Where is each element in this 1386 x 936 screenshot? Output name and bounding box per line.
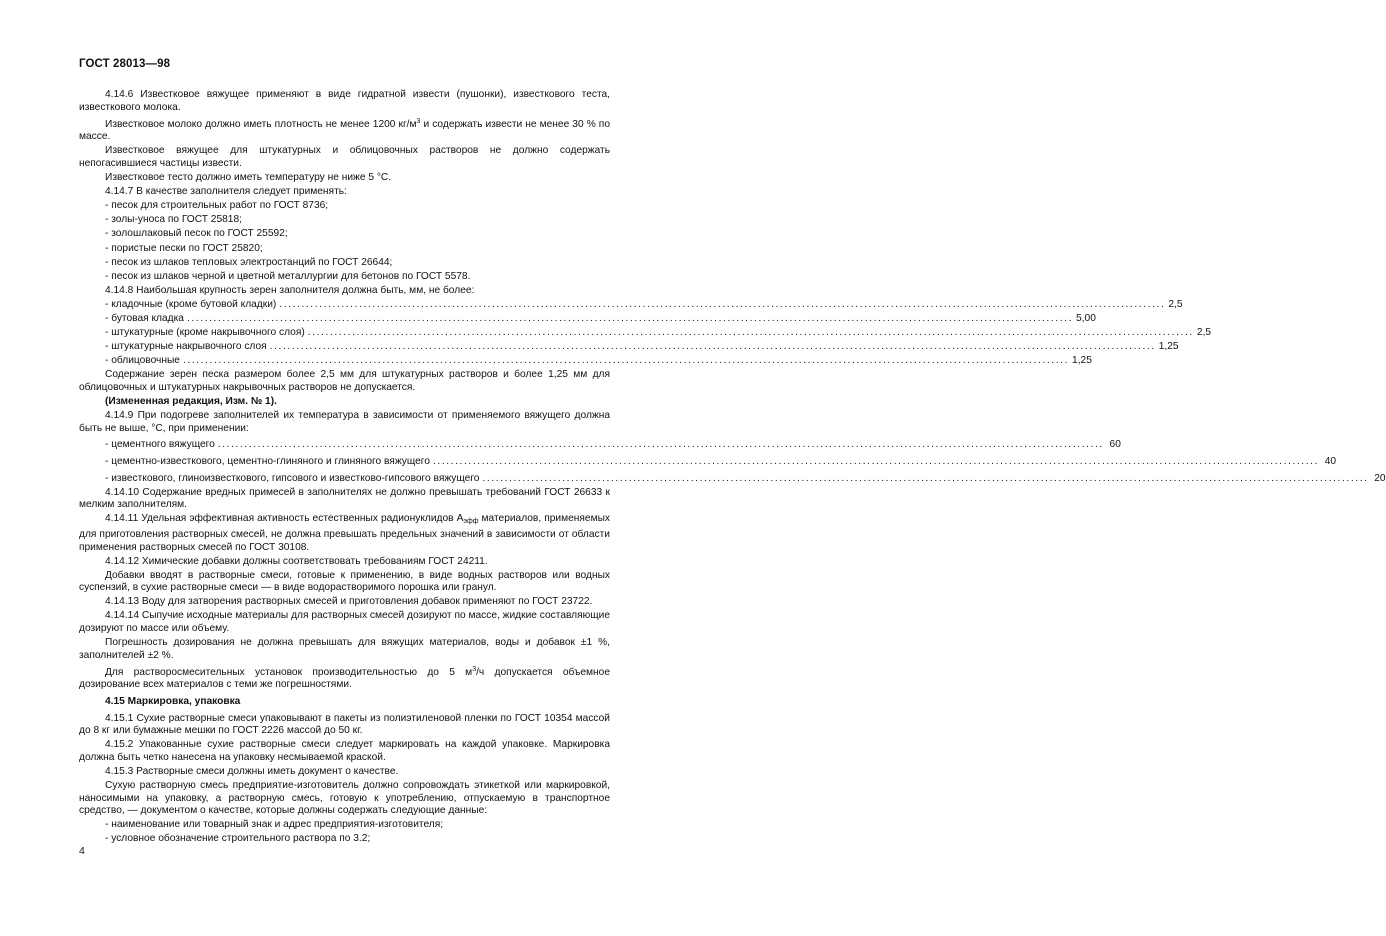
grain-size-label: - бутовая кладка: [105, 313, 184, 324]
grain-size-row: [105, 341, 1179, 354]
volume-dosing-sup: 3: [472, 665, 477, 673]
clause-4-15-2: 4.15.2 Упакованные сухие растворные смеси следует маркировать на каждой упаковке. Маркировка должна быть четко нанесена на упаковку несмываемой краской.: [79, 739, 610, 763]
temperature-label: - цементного вяжущего: [105, 439, 215, 451]
aggregate-item: - золошлаковый песок по ГОСТ 25592;: [105, 228, 288, 240]
temperature-row: [105, 439, 1121, 452]
leader-dots: ........................................................................................................................................................................................................: [217, 439, 1104, 451]
lime-dough-paragraph: Известковое тесто должно иметь температуру не ниже 5 °С.: [105, 172, 392, 184]
clause-4-14-14: 4.14.14 Сыпучие исходные материалы для растворных смесей дозируют по массе, жидкие составляющие дозируют по массе или объему.: [79, 610, 610, 635]
temperature-row: [105, 455, 1337, 469]
clause-4-14-11-text-b: материалов, применяемых для приготовления растворных смесей, не должна превышать предельных значений в зависимости от области применения растворных смесей по ГОСТ 30108.: [79, 513, 610, 553]
clause-4-15-1: 4.15.1 Сухие растворные смеси упаковывают в пакеты из полиэтиленовой пленки по ГОСТ 10354 массой до 8 кг или бумажные мешки по ГОСТ 2226 массой до 50 кг.: [79, 712, 610, 737]
grain-size-label: - штукатурные накрывочного слоя: [105, 341, 267, 353]
clause-4-14-7: 4.14.7 В качестве заполнителя следует применять:: [105, 186, 347, 198]
temperature-value: 60: [1109, 439, 1121, 451]
clause-4-14-11-sub: эфф: [463, 518, 479, 526]
grain-size-label: - штукатурные (кроме накрывочного слоя): [105, 327, 305, 339]
grain-size-row: [105, 355, 1092, 368]
additives-paragraph: Добавки вводят в растворные смеси, готовые к применению, в виде водных растворов или водных суспензий, в сухие растворные смеси — в виде водорастворимого порошка или гранул.: [79, 569, 610, 594]
leader-dots: ........................................................................................................................................................................................................: [279, 298, 1166, 310]
amendment-note: (Измененная редакция, Изм. № 1).: [105, 396, 277, 408]
grain-size-value: 5,00: [1076, 313, 1096, 324]
aggregate-item: - золы-уноса по ГОСТ 25818;: [105, 214, 242, 226]
clause-4-14-9: 4.14.9 При подогреве заполнителей их температура в зависимости от применяемого вяжущего должна быть не выше, °С, при применении:: [79, 410, 610, 434]
plaster-lime-paragraph: Известковое вяжущее для штукатурных и облицовочных растворов не должно содержать непогасившиеся частицы извести.: [79, 145, 610, 169]
lime-milk-sup: 3: [416, 117, 421, 125]
grain-size-row: [105, 298, 1183, 312]
clause-4-14-6: 4.14.6 Известковое вяжущее применяют в виде гидратной извести (пушонки), известкового теста, известкового молока.: [79, 89, 610, 113]
grain-size-row: [105, 327, 1212, 340]
label-item: - условное обозначение строительного раствора по 3.2;: [105, 833, 371, 845]
aggregate-item: - пористые пески по ГОСТ 25820;: [105, 242, 263, 254]
clause-4-15-3: 4.15.3 Растворные смеси должны иметь документ о качестве.: [105, 766, 399, 777]
leader-dots: ........................................................................................................................................................................................................: [182, 355, 1070, 367]
clause-4-14-8: 4.14.8 Наибольшая крупность зерен заполнителя должна быть, мм, не более:: [105, 284, 475, 296]
aggregate-item: - песок для строительных работ по ГОСТ 8736;: [105, 200, 329, 212]
grain-size-label: - кладочные (кроме бутовой кладки): [105, 298, 277, 310]
label-item: - наименование или товарный знак и адрес предприятия-изготовителя;: [105, 819, 444, 831]
grain-size-value: 1,25: [1158, 341, 1179, 353]
clause-4-14-10: 4.14.10 Содержание вредных примесей в заполнителях не должно превышать требований ГОСТ 26633 к мелким заполнителям.: [79, 486, 610, 511]
grain-size-value: 2,5: [1196, 327, 1212, 339]
temperature-value: 20: [1374, 472, 1386, 484]
temperature-label: - цементно-известкового, цементно-глиняного и глиняного вяжущего: [105, 455, 430, 467]
lime-milk-text-a: Известковое молоко должно иметь плотность не менее 1200 кг/м: [105, 118, 417, 130]
leader-dots: ........................................................................................................................................................................................................: [482, 472, 1369, 484]
dry-mix-paragraph: Сухую растворную смесь предприятие-изготовитель должно сопровождать этикеткой или маркировкой, наносимыми на упаковку, а растворную смесь, готовую к употреблению, отпускаемую в транспортное средство, — документом о качестве, которые должны содержать следующие данные:: [79, 780, 610, 817]
grain-size-label: - облицовочные: [105, 355, 180, 367]
dosing-error-paragraph: Погрешность дозирования не должна превышать для вяжущих материалов, воды и добавок ±1 %, заполнителей ±2 %.: [79, 637, 610, 661]
leader-dots: ........................................................................................................................................................................................................: [269, 341, 1156, 353]
aggregate-item: - песок из шлаков черной и цветной металлургии для бетонов по ГОСТ 5578.: [105, 270, 471, 282]
leader-dots: ........................................................................................................................................................................................................: [307, 327, 1194, 339]
grain-size-value: 1,25: [1072, 355, 1092, 367]
clause-4-14-11: [79, 513, 610, 554]
clause-4-14-13: 4.14.13 Воду для затворения растворных смесей и приготовления добавок применяют по ГОСТ 23722.: [105, 596, 593, 608]
temperature-label: - известкового, глиноизвесткового, гипсового и известково-гипсового вяжущего: [105, 472, 480, 484]
temperature-value: 40: [1324, 455, 1337, 467]
grain-size-row: [105, 313, 1096, 326]
leader-dots: ........................................................................................................................................................................................................: [186, 313, 1074, 324]
volume-dosing-paragraph: [79, 664, 610, 692]
grain-content-paragraph: Содержание зерен песка размером более 2,5 мм для штукатурных растворов и более 1,25 мм для облицовочных и штукатурных накрывочных растворов не допускается.: [79, 369, 610, 393]
grain-size-value: 2,5: [1168, 298, 1183, 310]
section-heading-4-15: 4.15 Маркировка, упаковка: [105, 696, 241, 708]
temperature-row: [105, 472, 1386, 486]
page-number: 4: [79, 845, 85, 857]
page-body: [79, 89, 1386, 848]
volume-dosing-text-b: /ч допускается объемное дозирование всех материалов с теми же погрешностями.: [79, 666, 610, 691]
lime-milk-text-b: и содержать извести не менее 30 % по массе.: [79, 118, 610, 143]
clause-4-14-11-text-a: 4.14.11 Удельная эффективная активность естественных радионуклидов А: [105, 513, 464, 525]
aggregate-item: - песок из шлаков тепловых электростанций по ГОСТ 26644;: [105, 256, 393, 268]
document-header: ГОСТ 28013—98: [79, 58, 171, 70]
leader-dots: ........................................................................................................................................................................................................: [432, 455, 1320, 467]
volume-dosing-text-a: Для растворосмесительных установок производительностью до 5 м: [105, 666, 473, 678]
lime-milk-paragraph: [79, 116, 610, 144]
clause-4-14-12: 4.14.12 Химические добавки должны соответствовать требованиям ГОСТ 24211.: [105, 555, 488, 567]
